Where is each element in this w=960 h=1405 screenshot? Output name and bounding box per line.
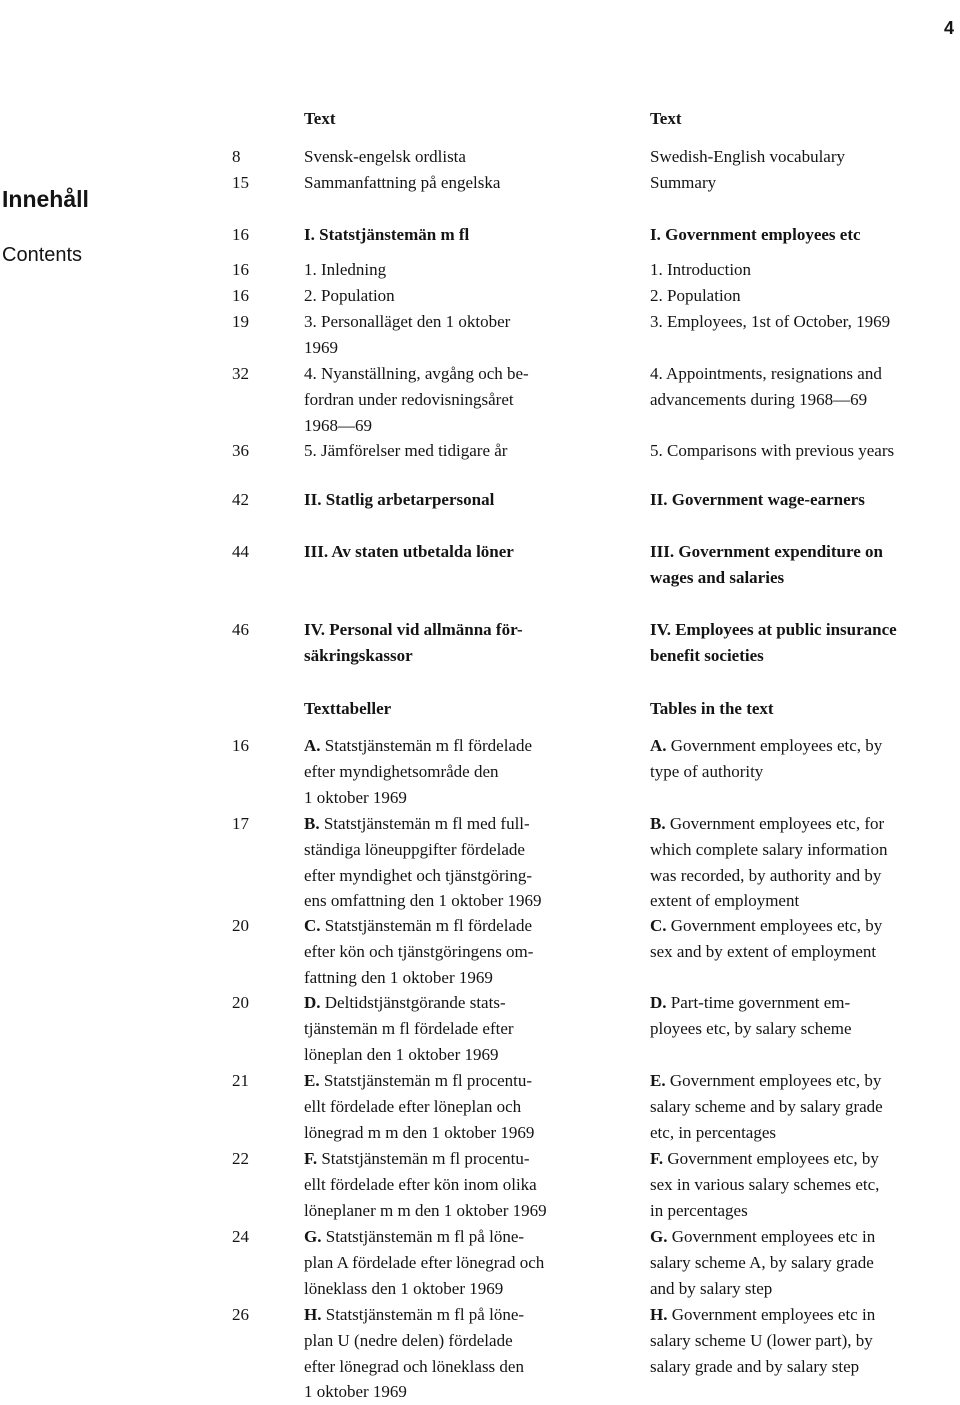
tables-en-title — [650, 1068, 960, 1145]
tables-page-ref: 17 — [232, 814, 249, 833]
entries-page-ref: 15 — [232, 173, 249, 192]
entries-en-line: IV. Employees at public insurance — [650, 620, 897, 639]
entries-en-line: 5. Comparisons with previous years — [650, 441, 895, 460]
tables-page-ref: 20 — [232, 993, 249, 1012]
entries-en-line: III. Government expenditure on — [650, 542, 883, 561]
entries-en-title — [650, 309, 960, 335]
tables-sv-line: G. Statstjänstemän m fl på löne- — [304, 1227, 525, 1246]
entries-en-line: 3. Employees, 1st of October, 1969 — [650, 312, 891, 331]
tables-sv-title — [304, 1146, 630, 1223]
entries-sv-line: II. Statlig arbetarpersonal — [304, 490, 495, 509]
tables-page-ref: 24 — [232, 1227, 249, 1246]
entries-sv-title — [304, 438, 630, 464]
tables-en-line: which complete salary information — [650, 839, 888, 859]
entries-sv-line: 1968—69 — [304, 415, 372, 435]
tables-sv-line: ellt fördelade efter kön inom olika — [304, 1174, 537, 1194]
tables-en-line: salary scheme and by salary grade — [650, 1096, 883, 1116]
tables-en-line: G. Government employees etc in — [650, 1227, 876, 1246]
entries-sv-title — [304, 361, 630, 438]
tables-sv-line: efter myndighet och tjänstgöring- — [304, 865, 533, 885]
tables-sv-title — [304, 811, 630, 914]
tables-sv-title — [304, 1068, 630, 1145]
entries-page-ref: 46 — [232, 620, 249, 639]
tables-en-line: C. Government employees etc, by — [650, 916, 883, 935]
tables-en-line: A. Government employees etc, by — [650, 736, 883, 755]
entries-sv-title — [304, 487, 630, 513]
tables-sv-line: 1 oktober 1969 — [304, 1382, 407, 1402]
entries-sv-line: 5. Jämförelser med tidigare år — [304, 441, 508, 460]
entries-sv-title — [304, 257, 630, 283]
tables-page-ref: 21 — [232, 1071, 249, 1090]
entries-page-ref: 16 — [232, 225, 249, 244]
tables-en-title — [650, 811, 960, 914]
tables-en-line: D. Part-time government em- — [650, 993, 851, 1012]
entries-en-title — [650, 539, 960, 591]
entries-sv-line: III. Av staten utbetalda löner — [304, 542, 514, 561]
tables-en-line: in percentages — [650, 1200, 748, 1220]
tables-page-ref: 20 — [232, 916, 249, 935]
tables-sv-line: H. Statstjänstemän m fl på löne- — [304, 1305, 525, 1324]
tables-en-title — [650, 733, 960, 785]
tables-sv-line: lönegrad m m den 1 oktober 1969 — [304, 1122, 535, 1142]
entries-sv-line: 4. Nyanställning, avgång och be- — [304, 364, 529, 383]
tables-sv-line: löneklass den 1 oktober 1969 — [304, 1278, 504, 1298]
tables-sv-line: A. Statstjänstemän m fl fördelade — [304, 736, 533, 755]
tables-en-title — [650, 1302, 960, 1379]
header-sv-tables: Texttabeller — [304, 699, 392, 718]
tables-sv-title — [304, 990, 630, 1067]
tables-sv-line: ens omfattning den 1 oktober 1969 — [304, 891, 542, 911]
entries-page-ref: 42 — [232, 490, 249, 509]
entries-page-ref: 8 — [232, 147, 241, 166]
tables-en-line: sex in various salary schemes etc, — [650, 1174, 880, 1194]
entries-en-title — [650, 170, 960, 196]
entries-page-ref: 44 — [232, 542, 249, 561]
entries-page-ref: 16 — [232, 260, 249, 279]
tables-en-line: extent of employment — [650, 891, 800, 911]
entries-sv-line: fordran under redovisningsåret — [304, 389, 514, 409]
entries-en-line: benefit societies — [650, 645, 764, 665]
header-en-tables: Tables in the text — [650, 699, 774, 718]
entries-en-title — [650, 144, 960, 170]
tables-sv-line: C. Statstjänstemän m fl fördelade — [304, 916, 533, 935]
entries-en-line: 4. Appointments, resignations and — [650, 364, 882, 383]
entries-page-ref: 32 — [232, 364, 249, 383]
tables-en-line: ployees etc, by salary scheme — [650, 1018, 852, 1038]
tables-sv-line: efter myndighetsområde den — [304, 761, 499, 781]
entries-page-ref: 19 — [232, 312, 249, 331]
header-en-text: Text — [650, 109, 682, 128]
tables-en-line: salary scheme U (lower part), by — [650, 1330, 873, 1350]
entries-sv-line: IV. Personal vid allmänna för- — [304, 620, 523, 639]
tables-sv-line: ellt fördelade efter löneplan och — [304, 1096, 522, 1116]
entries-sv-line: Svensk-engelsk ordlista — [304, 147, 466, 166]
entries-en-line: I. Government employees etc — [650, 225, 861, 244]
tables-en-line: B. Government employees etc, for — [650, 814, 885, 833]
entries-page-ref: 36 — [232, 441, 249, 460]
tables-en-title — [650, 990, 960, 1042]
entries-en-title — [650, 438, 960, 464]
entries-sv-title — [304, 617, 630, 669]
tables-sv-line: plan A fördelade efter lönegrad och — [304, 1252, 545, 1272]
tables-sv-line: efter lönegrad och löneklass den — [304, 1356, 524, 1376]
tables-sv-line: F. Statstjänstemän m fl procentu- — [304, 1149, 530, 1168]
tables-sv-line: 1 oktober 1969 — [304, 787, 407, 807]
entries-sv-line: säkringskassor — [304, 645, 413, 665]
tables-sv-title — [304, 1224, 630, 1301]
tables-en-title — [650, 1224, 960, 1301]
entries-en-title — [650, 487, 960, 513]
entries-en-line: 2. Population — [650, 286, 741, 305]
entries-sv-line: Sammanfattning på engelska — [304, 173, 501, 192]
entries-sv-title — [304, 283, 630, 309]
tables-en-line: etc, in percentages — [650, 1122, 777, 1142]
tables-sv-title — [304, 1302, 630, 1405]
tables-page-ref: 26 — [232, 1305, 249, 1324]
tables-sv-line: fattning den 1 oktober 1969 — [304, 967, 493, 987]
tables-sv-line: plan U (nedre delen) fördelade — [304, 1330, 513, 1350]
tables-sv-line: ständiga löneuppgifter fördelade — [304, 839, 525, 859]
tables-sv-line: tjänstemän m fl fördelade efter — [304, 1018, 514, 1038]
tables-page-ref: 22 — [232, 1149, 249, 1168]
entries-en-title — [650, 257, 960, 283]
entries-sv-line: 2. Population — [304, 286, 395, 305]
entries-en-line: advancements during 1968—69 — [650, 389, 868, 409]
section-title: Innehåll — [2, 186, 89, 212]
entries-en-title — [650, 361, 960, 413]
entries-sv-title — [304, 222, 630, 248]
entries-sv-line: 1969 — [304, 337, 338, 357]
tables-page-ref: 16 — [232, 736, 249, 755]
entries-sv-line: I. Statstjänstemän m fl — [304, 225, 470, 244]
entries-sv-line: 3. Personalläget den 1 oktober — [304, 312, 511, 331]
entries-en-title — [650, 222, 960, 248]
entries-en-title — [650, 617, 960, 669]
tables-en-line: salary scheme A, by salary grade — [650, 1252, 874, 1272]
tables-en-line: F. Government employees etc, by — [650, 1149, 879, 1168]
tables-en-title — [650, 913, 960, 965]
tables-sv-line: E. Statstjänstemän m fl procentu- — [304, 1071, 533, 1090]
tables-sv-title — [304, 733, 630, 810]
tables-en-line: salary grade and by salary step — [650, 1356, 860, 1376]
tables-en-line: and by salary step — [650, 1278, 773, 1298]
tables-en-line: H. Government employees etc in — [650, 1305, 876, 1324]
tables-sv-line: B. Statstjänstemän m fl med full- — [304, 814, 530, 833]
entries-en-line: Summary — [650, 173, 717, 192]
page-number: 4 — [943, 18, 954, 38]
tables-en-line: sex and by extent of employment — [650, 941, 877, 961]
header-sv-text: Text — [304, 109, 336, 128]
entries-page-ref: 16 — [232, 286, 249, 305]
tables-en-line: type of authority — [650, 761, 764, 781]
entries-en-line: II. Government wage-earners — [650, 490, 865, 509]
entries-en-line: Swedish-English vocabulary — [650, 147, 845, 166]
tables-en-title — [650, 1146, 960, 1223]
entries-sv-title — [304, 309, 630, 361]
tables-sv-line: efter kön och tjänstgöringens om- — [304, 941, 534, 961]
section-subtitle: Contents — [2, 244, 83, 266]
tables-sv-title — [304, 913, 630, 990]
tables-sv-line: D. Deltidstjänstgörande stats- — [304, 993, 506, 1012]
entries-en-title — [650, 283, 960, 309]
entries-sv-line: 1. Inledning — [304, 260, 387, 279]
tables-sv-line: löneplaner m m den 1 oktober 1969 — [304, 1200, 547, 1220]
tables-en-line: was recorded, by authority and by — [650, 865, 882, 885]
tables-sv-line: löneplan den 1 oktober 1969 — [304, 1044, 499, 1064]
entries-en-line: 1. Introduction — [650, 260, 752, 279]
entries-sv-title — [304, 144, 630, 170]
tables-en-line: E. Government employees etc, by — [650, 1071, 882, 1090]
entries-en-line: wages and salaries — [650, 567, 785, 587]
entries-sv-title — [304, 170, 630, 196]
entries-sv-title — [304, 539, 630, 565]
